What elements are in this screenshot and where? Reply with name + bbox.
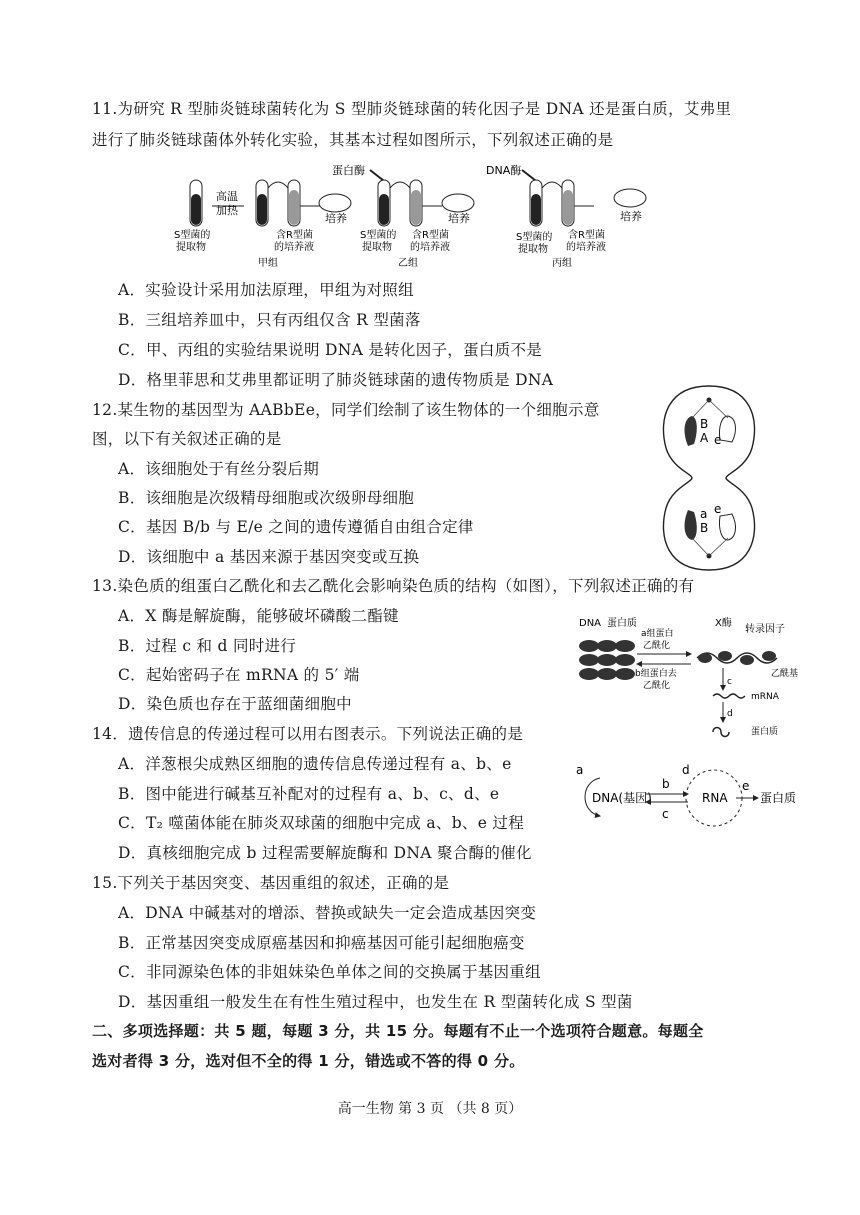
protein-product-label: 蛋白质 <box>751 727 779 737</box>
q11-option-d: D．格里菲思和艾弗里都证明了肺炎链球菌的遗传物质是 DNA <box>118 371 554 389</box>
r-medium-label-a: 含R型菌 <box>276 230 313 241</box>
s-extract-label-a-2: 提取物 <box>176 242 206 253</box>
group-a-label: 甲组 <box>258 258 278 269</box>
q11-option-b: B．三组培养皿中，只有丙组仅含 R 型菌落 <box>118 311 421 329</box>
q15-stem: 15.下列关于基因突变、基因重组的叙述，正确的是 <box>92 874 450 892</box>
heat-label: 高温 <box>216 190 238 203</box>
q14-option-d: D．真核细胞完成 b 过程需要解旋酶和 DNA 聚合酶的催化 <box>118 844 532 862</box>
process-c-label: c <box>662 807 669 821</box>
q12-option-a: A．该细胞处于有丝分裂后期 <box>118 460 320 478</box>
q13-option-d: D．染色质也存在于蓝细菌细胞中 <box>118 695 352 713</box>
group-c-diagram <box>486 163 646 269</box>
q11-option-a: A．实验设计采用加法原理，甲组为对照组 <box>118 281 414 299</box>
q14-option-b: B．图中能进行碱基互补配对的过程有 a、b、c、d、e <box>118 785 500 803</box>
s-extract-label-c-2: 提取物 <box>518 244 548 255</box>
r-medium-label-c-2: 的培养液 <box>566 242 606 253</box>
q13-chromatin-diagram <box>575 612 810 742</box>
q15-option-c: C．非同源染色体的非姐妹染色单体之间的交换属于基因重组 <box>118 963 541 981</box>
deacetylation-label-2: 乙酰化 <box>643 681 671 691</box>
q13-option-b: B．过程 c 和 d 同时进行 <box>118 637 297 655</box>
mrna-label: mRNA <box>751 692 779 702</box>
section2-heading-line1: 二、多项选择题：共 5 题，每题 3 分，共 15 分。每题有不止一个选项符合题意。每题全 <box>92 1022 704 1040</box>
group-c-label: 丙组 <box>552 258 572 269</box>
r-medium-label-c: 含R型菌 <box>568 230 605 241</box>
process-d-label: d <box>682 763 690 777</box>
q13-option-a: A．X 酶是解旋酶，能够破坏磷酸二酯键 <box>118 607 399 625</box>
q11-stem-line1: 11.为研究 R 型肺炎链球菌转化为 S 型肺炎链球菌的转化因子是 DNA 还是蛋白质，艾弗里 <box>92 100 732 118</box>
q12-option-c: C．基因 B/b 与 E/e 之间的遗传遵循自由组合定律 <box>118 518 474 536</box>
dna-gene-label: DNA(基因) <box>592 791 652 805</box>
q15-option-d: D．基因重组一般发生在有性生殖过程中，也发生在 R 型菌转化成 S 型菌 <box>118 993 633 1011</box>
s-extract-label-a: S型菌的 <box>174 230 211 241</box>
gene-B-bottom: B <box>700 521 709 535</box>
process-c-label: c <box>727 677 732 687</box>
q14-central-dogma-diagram <box>572 760 812 830</box>
transcription-factor-label: 转录因子 <box>745 624 785 635</box>
gene-e-bottom: e <box>714 502 722 516</box>
q14-stem: 14．遗传信息的传递过程可以用右图表示。下列说法正确的是 <box>92 725 524 743</box>
dna-label: DNA <box>579 618 602 629</box>
process-e-label: e <box>742 779 750 793</box>
r-medium-label-b-2: 的培养液 <box>410 242 450 253</box>
q12-stem-line1: 12.某生物的基因型为 AABbEe，同学们绘制了该生物体的一个细胞示意 <box>92 401 600 419</box>
q14-option-a: A．洋葱根尖成熟区细胞的遗传信息传递过程有 a、b、e <box>118 755 512 773</box>
q11-option-c: C．甲、丙组的实验结果说明 DNA 是转化因子，蛋白质不是 <box>118 341 543 359</box>
process-d-label: d <box>727 709 733 719</box>
q15-option-b: B．正常基因突变成原癌基因和抑癌基因可能引起细胞癌变 <box>118 934 525 952</box>
group-b-label: 乙组 <box>398 258 418 269</box>
rna-label: RNA <box>702 791 728 805</box>
dnase-label: DNA酶 <box>486 164 522 177</box>
group-a-diagram <box>174 180 351 269</box>
q13-option-c: C．起始密码子在 mRNA 的 5′ 端 <box>118 666 360 684</box>
gene-e-top: e <box>714 433 722 447</box>
gene-A-top: A <box>700 431 709 445</box>
process-b-label: b <box>662 777 670 791</box>
q12-cell-diagram <box>648 378 770 578</box>
culture-label-a: 培养 <box>325 212 347 225</box>
protease-label: 蛋白酶 <box>332 164 365 177</box>
heat-label-2: 加热 <box>216 204 238 217</box>
acetylation-label-2: 乙酰化 <box>643 641 671 651</box>
protein-label: 蛋白质 <box>760 791 797 805</box>
gene-B-top: B <box>700 417 709 431</box>
s-extract-label-b-2: 提取物 <box>362 242 392 253</box>
acetylation-label: a组蛋白 <box>641 629 674 639</box>
process-a-label: a <box>576 763 584 777</box>
acetyl-label: 乙酰基 <box>771 669 799 679</box>
r-medium-label-a-2: 的培养液 <box>274 242 314 253</box>
group-b-diagram <box>332 163 474 269</box>
q11-figure <box>160 158 660 270</box>
culture-label-b: 培养 <box>448 212 470 225</box>
q12-option-b: B．该细胞是次级精母细胞或次级卵母细胞 <box>118 489 415 507</box>
q11-stem-line2: 进行了肺炎链球菌体外转化实验，其基本过程如图所示，下列叙述正确的是 <box>92 131 614 149</box>
section2-heading-line2: 选对者得 3 分，选对但不全的得 1 分，错选或不答的得 0 分。 <box>92 1052 525 1070</box>
culture-label-c: 培养 <box>620 210 642 223</box>
x-enzyme-label: X酶 <box>715 618 732 629</box>
q13-stem: 13.染色质的组蛋白乙酰化和去乙酰化会影响染色质的结构（如图），下列叙述正确的有 <box>92 577 695 595</box>
q12-stem-line2: 图，以下有关叙述正确的是 <box>92 430 282 448</box>
q15-option-a: A．DNA 中碱基对的增添、替换或缺失一定会造成基因突变 <box>118 904 537 922</box>
q12-option-d: D．该细胞中 a 基因来源于基因突变或互换 <box>118 548 420 566</box>
page-footer: 高一生物 第 3 页 （共 8 页） <box>337 1101 523 1117</box>
protein-label: 蛋白质 <box>607 618 637 629</box>
deacetylation-label: b组蛋白去 <box>635 669 677 679</box>
q14-option-c: C．T₂ 噬菌体能在肺炎双球菌的细胞中完成 a、b、e 过程 <box>118 814 525 832</box>
r-medium-label-b: 含R型菌 <box>412 230 449 241</box>
s-extract-label-c: S型菌的 <box>516 232 553 243</box>
s-extract-label-b: S型菌的 <box>360 230 397 241</box>
gene-a-bottom: a <box>700 507 708 521</box>
